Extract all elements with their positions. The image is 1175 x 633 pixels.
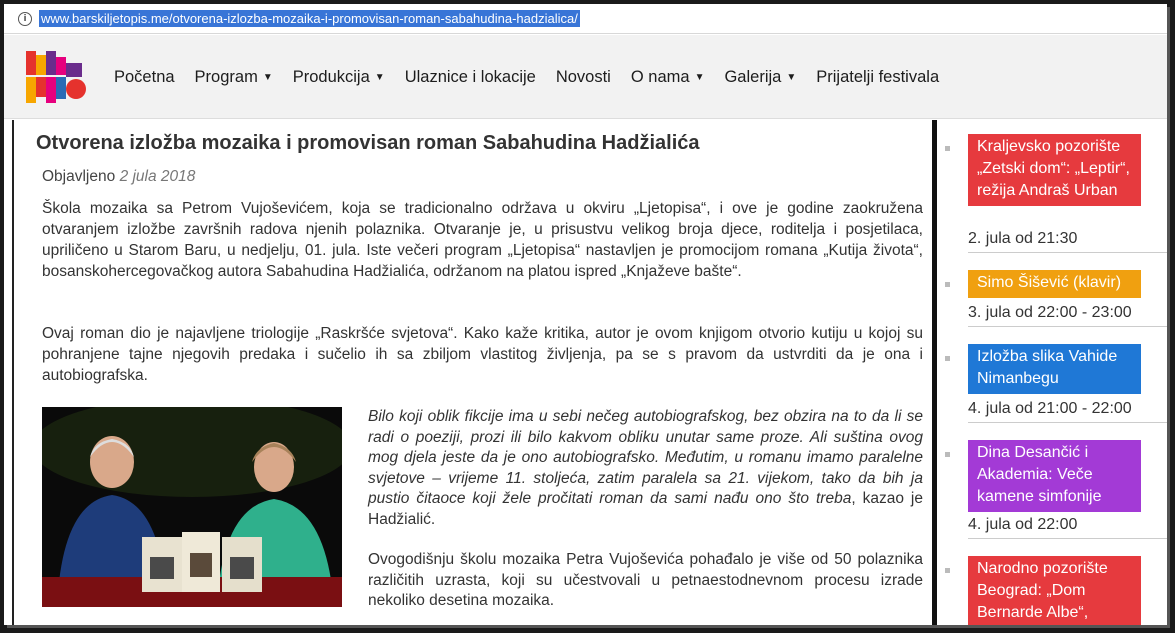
- list-bullet: [945, 356, 950, 361]
- event-divider: [968, 422, 1167, 423]
- event-title-link[interactable]: Narodno pozorište Beograd: „Dom Bernarde Albe“,: [968, 556, 1141, 625]
- event-divider: [968, 538, 1167, 539]
- nav-item-label: Ulaznice i lokacije: [404, 67, 536, 86]
- article-paragraph-2: Ovaj roman dio je najavljene triologije „Raskršće svjetova“. Kako kaže kritika, autor je ovom knjigom otvorio kutiju u kojoj su pohranjene tajne njegovih predaka i sučelio ih sa zbiljom vlastitog življenja, pa se s pravom da ustvrditi da je ona i autobiografska.: [42, 325, 923, 384]
- article-meta: [42, 168, 195, 186]
- chevron-down-icon: ▼: [786, 71, 797, 83]
- nav-item-o-nama[interactable]: [631, 68, 705, 87]
- event-divider: [968, 252, 1167, 253]
- published-date: 2 jula 2018: [119, 168, 196, 185]
- event-date: 4. jula od 22:00: [968, 516, 1078, 533]
- nav-item-prijatelji-festivala[interactable]: [816, 68, 939, 87]
- quote-text: Bilo koji oblik fikcije ima u sebi nečeg autobiografskog, bez obzira na to da li se radi o poeziji, prozi ili bilo kakvom obliku unutar same proze. Ali suština ovog mog djela jeste da je ono autobiografsko. Međutim, u romanu imamo paralelne svjetove – vrijeme 11. stoljeća, zatim paralela sa 21. vijekom, tako da bih ja pustio čitaoce koji žele pročitati roman da sami nađu ono što treba: [368, 408, 923, 507]
- site-navigation: [4, 35, 1167, 119]
- list-bullet: [945, 146, 950, 151]
- list-bullet: [945, 282, 950, 287]
- nav-item-po-etna[interactable]: [114, 68, 175, 87]
- site-logo[interactable]: [24, 49, 88, 107]
- nav-item-galerija[interactable]: [724, 68, 796, 87]
- author-photo: [42, 407, 342, 607]
- browser-window: [4, 4, 1167, 625]
- list-bullet: [945, 568, 950, 573]
- published-label: Objavljeno: [42, 168, 116, 185]
- event-date: 3. jula od 22:00 - 23:00: [968, 304, 1132, 321]
- nav-item-ulaznice-i-lokacije[interactable]: [405, 68, 536, 87]
- event-title-link[interactable]: Kraljevsko pozorište „Zetski dom“: „Leptir“, režija Andraš Urban: [968, 134, 1141, 206]
- event-title-link[interactable]: Dina Desančić i Akademia: Veče kamene simfonije: [968, 440, 1141, 512]
- chevron-down-icon: ▼: [262, 71, 273, 83]
- nav-item-label: Produkcija: [292, 67, 370, 86]
- article-paragraph-1: Škola mozaika sa Petrom Vujoševićem, koja se tradicionalno održava u okviru „Ljetopisa“, i ove je godine zaokružena otvaranjem izložbe završnih radova njenih polaznika. Otvaranje je, u prisustvu velikog broja djece, roditelja i posjetilaca, upriličeno u Starom Baru, u nedjelju, 01. jula. Iste večeri program „Ljetopisa“ nastavljen je promocijom romana „Kutija života“, bosanskohercegovačkog autora Sabahudina Hadžialića, održanom na platou ispred „Knjaževe bašte“.: [42, 200, 923, 280]
- event-title-link[interactable]: Izložba slika Vahide Nimanbegu: [968, 344, 1141, 394]
- article-title: Otvorena izložba mozaika i promovisan roman Sabahudina Hadžialića: [36, 132, 700, 154]
- event-date: 2. jula od 21:30: [968, 230, 1078, 247]
- article-paragraph-3: Ovogodišnju školu mozaika Petra Vujoševića pohađalo je više od 50 polaznika različitih uzrasta, koji su učestvovali u petnaestodnevnom procesu izrade nekoliko desetina mozaika.: [368, 551, 923, 609]
- nav-item-label: Galerija: [724, 67, 782, 86]
- event-date: 4. jula od 21:00 - 22:00: [968, 400, 1132, 417]
- article: [12, 120, 927, 625]
- events-sidebar: [937, 120, 1167, 625]
- nav-item-program[interactable]: [195, 68, 273, 87]
- main-menu: [114, 35, 959, 119]
- nav-item-label: Program: [194, 67, 258, 86]
- quote-attribution: , kazao je Hadžialić.: [368, 490, 923, 528]
- nav-item-produkcija[interactable]: [293, 68, 385, 87]
- chevron-down-icon: ▼: [374, 71, 385, 83]
- address-bar[interactable]: [4, 4, 1167, 34]
- url-text[interactable]: www.barskiljetopis.me/otvorena-izlozba-mozaika-i-promovisan-roman-sabahudina-hadzialica/: [41, 11, 578, 26]
- nav-item-novosti[interactable]: [556, 68, 611, 87]
- nav-item-label: Prijatelji festivala: [816, 67, 940, 86]
- nav-item-label: Novosti: [555, 67, 611, 86]
- chevron-down-icon: ▼: [694, 71, 705, 83]
- author-quote: [368, 407, 923, 530]
- info-icon[interactable]: i: [18, 12, 32, 26]
- event-title-link[interactable]: Simo Šišević (klavir): [968, 270, 1141, 298]
- nav-item-label: O nama: [630, 67, 690, 86]
- event-divider: [968, 326, 1167, 327]
- list-bullet: [945, 452, 950, 457]
- nav-item-label: Početna: [114, 67, 175, 86]
